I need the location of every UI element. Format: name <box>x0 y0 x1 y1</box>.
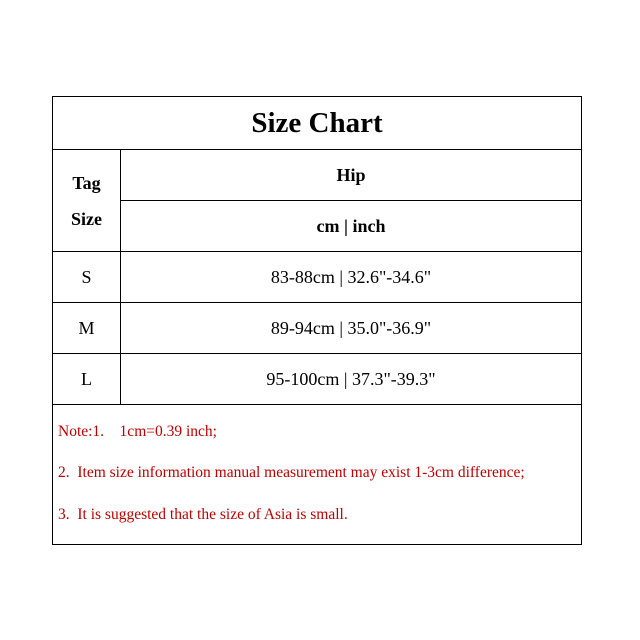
size-chart-table <box>52 96 582 545</box>
size-cell-s: S <box>53 252 121 303</box>
tag-header-line1: Tag <box>72 173 101 193</box>
size-cell-l: L <box>53 354 121 405</box>
hip-header: Hip <box>336 165 366 185</box>
hip-cell-l: 95-100cm | 37.3"-39.3" <box>266 369 436 389</box>
tag-size-header <box>53 150 121 252</box>
size-chart-title: Size Chart <box>53 97 581 150</box>
tag-header-line2: Size <box>71 209 102 229</box>
hip-cell-m: 89-94cm | 35.0"-36.9" <box>270 318 432 338</box>
size-cell-m: M <box>53 303 121 354</box>
notes-section <box>53 404 581 544</box>
units-header: cm | inch <box>316 216 386 236</box>
note-line-1: Note:1. 1cm=0.39 inch; <box>58 423 217 440</box>
note-line-3: 3. It is suggested that the size of Asia is small. <box>58 506 348 523</box>
note-line-2: 2. Item size information manual measurement may exist 1-3cm difference; <box>58 464 525 481</box>
hip-cell-s: 83-88cm | 32.6"-34.6" <box>270 267 432 287</box>
